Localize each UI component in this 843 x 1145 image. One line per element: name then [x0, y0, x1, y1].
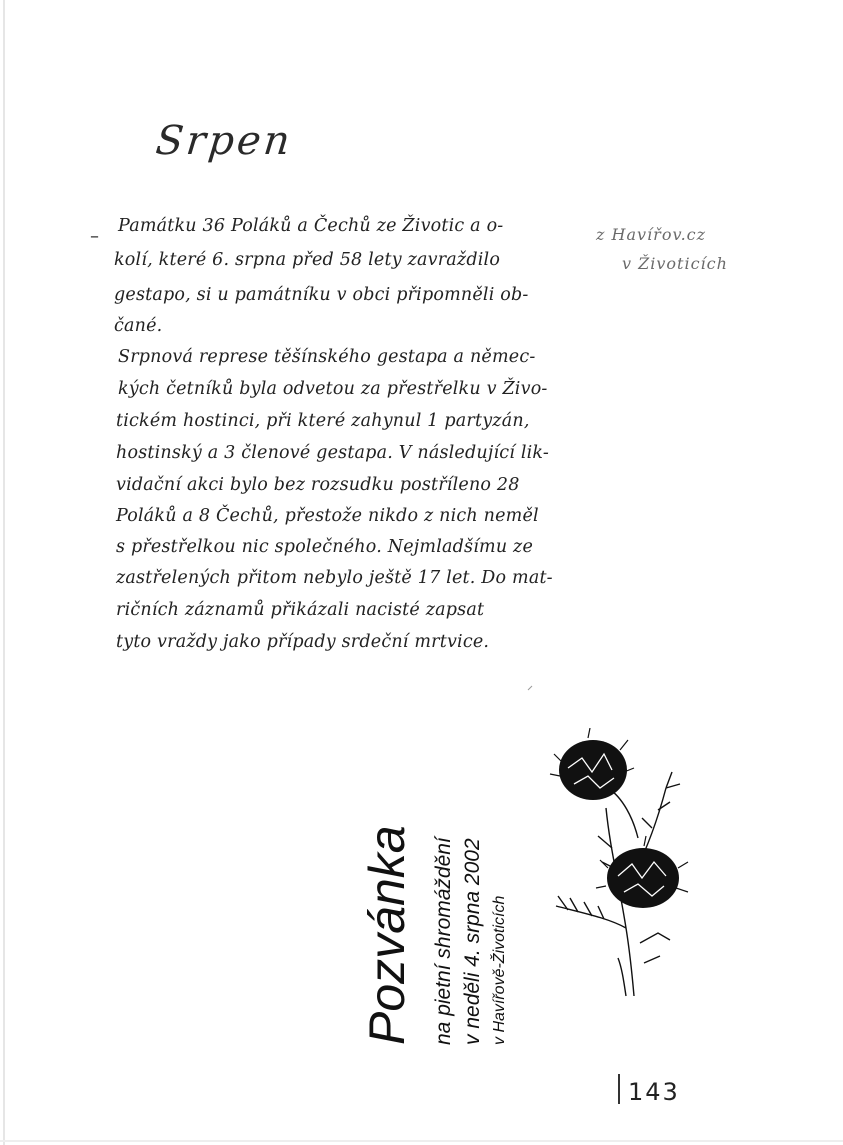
- page-number-tick: [618, 1074, 620, 1104]
- note-line: zastřelených přitom nebylo ještě 17 let. Do mat-: [116, 568, 553, 588]
- note-line: ričních záznamů přikázali nacisté zapsat: [116, 600, 485, 620]
- note-line: s přestřelkou nic společného. Nejmladšímu ze: [116, 537, 534, 557]
- note-line: tyto vraždy jako případy srdeční mrtvice.: [116, 632, 490, 652]
- note-line: kých četníků byla odvetou za přestřelku v Živo-: [118, 379, 548, 399]
- list-dash: –: [90, 226, 99, 247]
- note-line: hostinský a 3 členové gestapa. V následující lik-: [116, 443, 550, 463]
- carnation-illustration: [548, 728, 698, 998]
- invitation-line: v Havířově-Životicích: [491, 895, 508, 1045]
- note-line: gestapo, si u památníku v obci připomněli ob-: [114, 285, 529, 305]
- note-line: tickém hostinci, při které zahynul 1 partyzán,: [116, 411, 530, 431]
- note-heading: Srpen: [153, 118, 295, 164]
- side-note-line: v Životicích: [622, 254, 728, 273]
- note-line: Poláků a 8 Čechů, přestože nikdo z nich neměl: [116, 506, 539, 526]
- invitation-line: v neděli 4. srpna 2002: [461, 838, 484, 1045]
- invitation-line: na pietní shromáždění: [432, 837, 455, 1045]
- note-line: čané.: [114, 316, 163, 336]
- note-line: kolí, které 6. srpna před 58 lety zavraždilo: [114, 250, 501, 270]
- page-number: 143: [628, 1078, 680, 1106]
- invitation-title: Pozvánka: [359, 825, 415, 1045]
- note-line: Památku 36 Poláků a Čechů ze Životic a o-: [118, 216, 504, 236]
- note-line: vidační akci bylo bez rozsudku postříleno 28: [116, 475, 520, 495]
- side-note-line: z Havířov.cz: [596, 225, 707, 244]
- note-line: Srpnová represe těšínského gestapa a němec-: [118, 347, 536, 367]
